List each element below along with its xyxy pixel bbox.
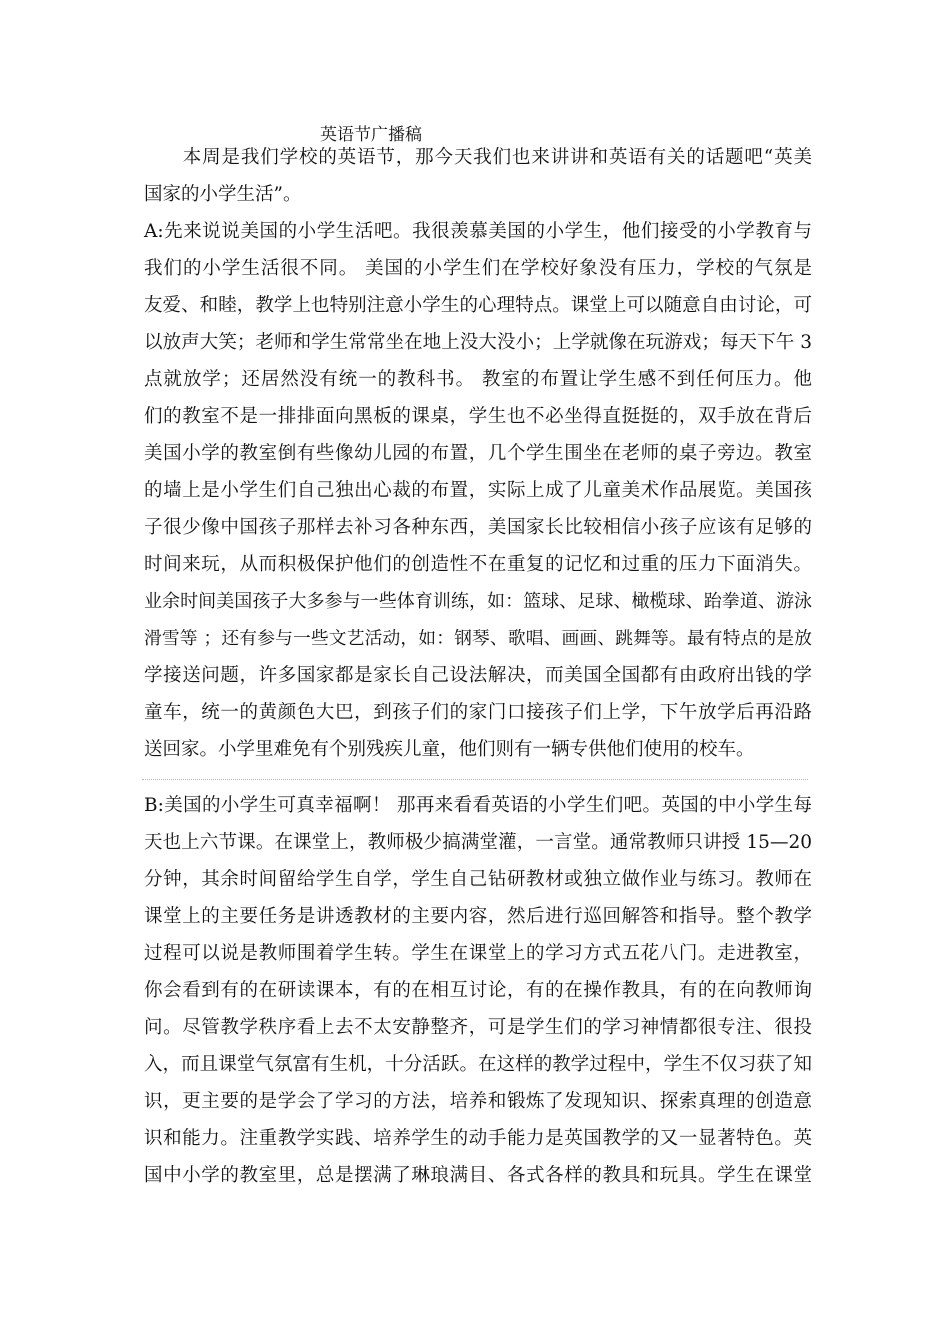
- text-line: 过程可以说是教师围着学生转。学生在课堂上的学习方式五花八门。走进教室，: [144, 943, 812, 964]
- text-line: 国中小学的教室里，总是摆满了琳琅满目、各式各样的教具和玩具。学生在课堂: [144, 1165, 812, 1186]
- text-line: 的墙上是小学生们自己独出心裁的布置，实际上成了儿童美术作品展览。美国孩: [144, 480, 812, 501]
- section-divider: [142, 779, 808, 780]
- text-line: 子很少像中国孩子那样去补习各种东西，美国家长比较相信小孩子应该有足够的: [144, 517, 812, 538]
- text-line: 送回家。小学里难免有个别残疾儿童，他们则有一辆专供他们使用的校车。: [144, 739, 755, 760]
- text-line: 我们的小学生活很不同。 美国的小学生们在学校好象没有压力，学校的气氛是: [144, 258, 812, 279]
- text-line: 本周是我们学校的英语节，那今天我们也来讲讲和英语有关的话题吧“英美: [144, 147, 812, 168]
- text-line: 课堂上的主要任务是讲透教材的主要内容，然后进行巡回解答和指导。整个教学: [144, 906, 812, 927]
- text-line: 滑雪等 ；还有参与一些文艺活动，如：钢琴、歌唱、画画、跳舞等。最有特点的是放: [144, 629, 812, 649]
- text-line: 美国小学的教室倒有些像幼儿园的布置，几个学生围坐在老师的桌子旁边。教室: [144, 443, 812, 464]
- text-line: 学接送问题，许多国家都是家长自己设法解决，而美国全国都有由政府出钱的学: [144, 665, 812, 686]
- text-line: 时间来玩，从而积极保护他们的创造性不在重复的记忆和过重的压力下面消失。: [144, 554, 812, 575]
- text-line: 入，而且课堂气氛富有生机，十分活跃。在这样的教学过程中，学生不仅习获了知: [144, 1054, 812, 1075]
- text-line: 童车，统一的黄颜色大巴，到孩子们的家门口接孩子们上学，下午放学后再沿路: [144, 702, 812, 723]
- text-line: 天也上六节课。在课堂上，教师极少搞满堂灌，一言堂。通常教师只讲授 15—20: [144, 832, 812, 853]
- text-line: 国家的小学生活”。: [144, 184, 302, 205]
- text-line: 友爱、和睦，教学上也特别注意小学生的心理特点。课堂上可以随意自由讨论，可: [144, 295, 812, 316]
- text-line: A:先来说说美国的小学生活吧。我很羡慕美国的小学生，他们接受的小学教育与: [144, 221, 812, 242]
- text-line: 业余时间美国孩子大多参与一些体育训练，如：篮球、足球、橄榄球、跆拳道、游泳: [144, 591, 812, 612]
- text-line: 你会看到有的在研读课本，有的在相互讨论，有的在操作教具，有的在向教师询: [144, 980, 812, 1001]
- text-line: 识和能力。注重教学实践、培养学生的动手能力是英国教学的又一显著特色。英: [144, 1128, 812, 1149]
- text-line: 们的教室不是一排排面向黑板的课桌，学生也不必坐得直挺挺的，双手放在背后: [144, 406, 812, 427]
- text-line: 分钟，其余时间留给学生自学，学生自己钻研教材或独立做作业与练习。教师在: [144, 869, 812, 890]
- document-title: 英语节广播稿: [320, 125, 422, 145]
- text-line: 问。尽管教学秩序看上去不太安静整齐，可是学生们的学习神情都很专注、很投: [144, 1017, 812, 1038]
- text-line: B:美国的小学生可真幸福啊！ 那再来看看英语的小学生们吧。英国的中小学生每: [144, 795, 812, 816]
- text-line: 点就放学；还居然没有统一的教科书。 教室的布置让学生感不到任何压力。他: [144, 369, 812, 390]
- text-line: 识，更主要的是学会了学习的方法，培养和锻炼了发现知识、探索真理的创造意: [144, 1091, 812, 1112]
- text-line: 以放声大笑；老师和学生常常坐在地上没大没小；上学就像在玩游戏；每天下午 3: [144, 332, 812, 353]
